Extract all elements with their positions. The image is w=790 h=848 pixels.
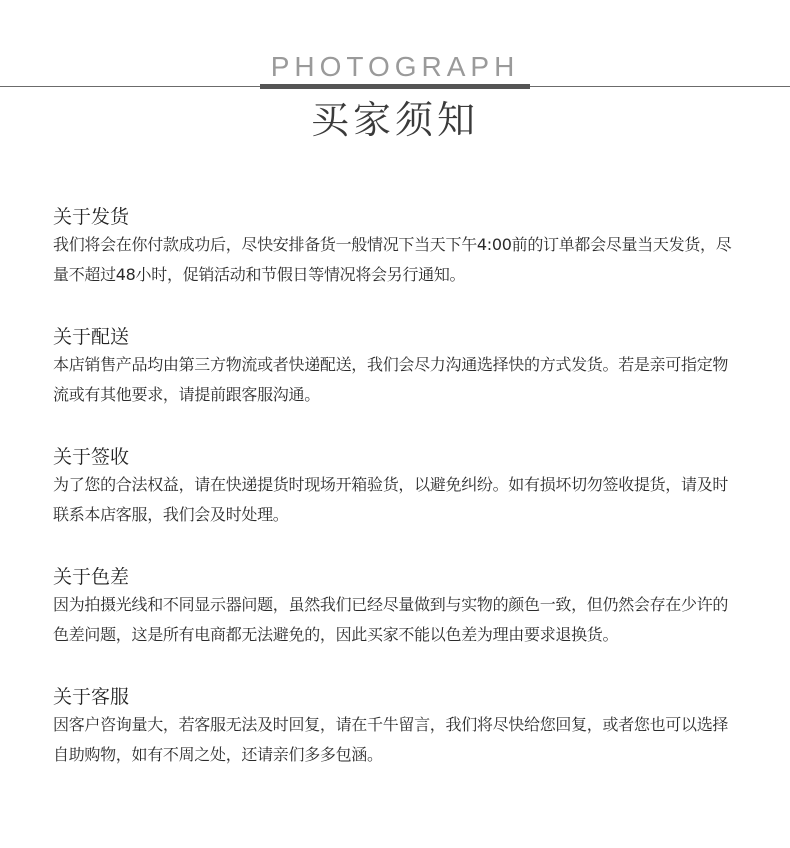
section-body: 因客户咨询量大，若客服无法及时回复，请在千牛留言，我们将尽快给您回复，或者您也可以选择自助购物，如有不周之处，还请亲们多多包涵。 [53, 715, 729, 764]
header-accent-bar [260, 84, 530, 89]
section-title: 关于客服 [53, 686, 130, 708]
page-title: 买家须知 [310, 98, 479, 142]
section-body: 为了您的合法权益，请在快递提货时现场开箱验货，以避免纠纷。如有损坏切勿签收提货，请及时联系本店客服，我们会及时处理。 [53, 475, 729, 524]
section-body: 我们将会在你付款成功后，尽快安排备货一般情况下当天下午4:00前的订单都会尽量当天发货，尽量不超过48小时，促销活动和节假日等情况将会另行通知。 [53, 235, 732, 284]
section-shipping [53, 204, 743, 324]
notice-sections [53, 204, 743, 804]
section-receipt [53, 444, 743, 564]
section-title: 关于配送 [53, 326, 130, 348]
header-english-title: PHOTOGRAPH [270, 51, 520, 82]
section-title: 关于签收 [53, 446, 130, 468]
section-body: 因为拍摄光线和不同显示器问题，虽然我们已经尽量做到与实物的颜色一致，但仍然会存在少许的色差问题，这是所有电商都无法避免的，因此买家不能以色差为理由要求退换货。 [53, 595, 729, 644]
section-delivery [53, 324, 743, 444]
section-color-difference [53, 564, 743, 684]
section-title: 关于色差 [53, 566, 130, 588]
section-title: 关于发货 [53, 206, 130, 228]
page-header [0, 0, 790, 150]
section-customer-service [53, 684, 743, 804]
section-body: 本店销售产品均由第三方物流或者快递配送，我们会尽力沟通选择快的方式发货。若是亲可指定物流或有其他要求，请提前跟客服沟通。 [53, 355, 729, 404]
